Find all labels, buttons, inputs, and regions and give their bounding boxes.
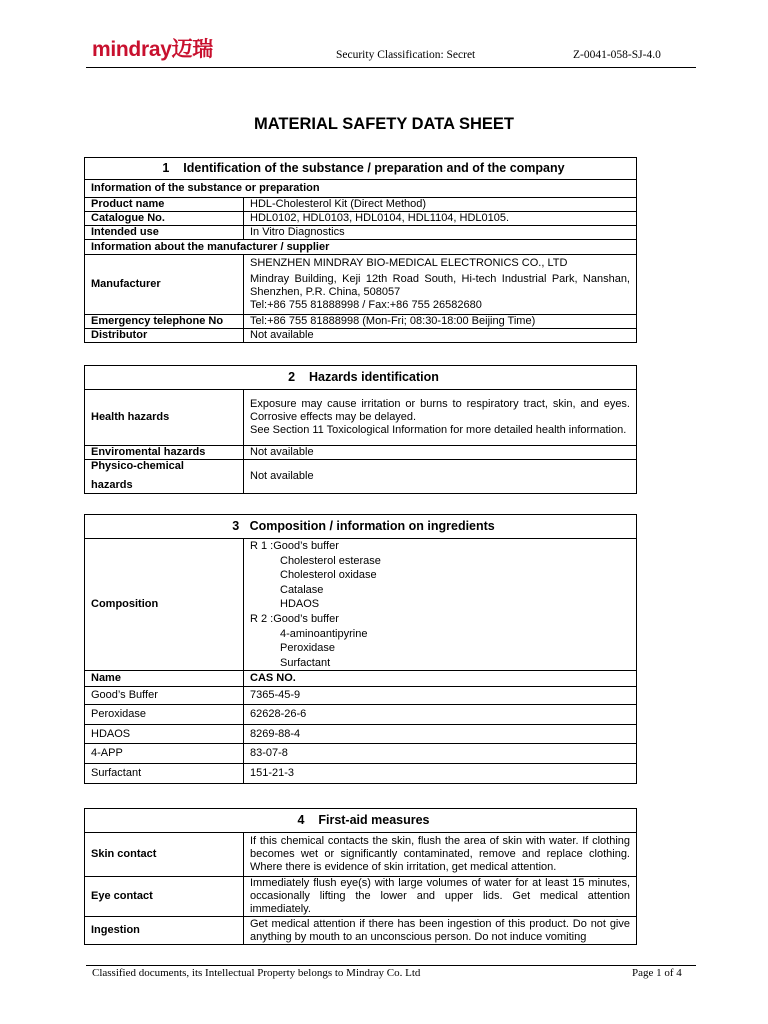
composition-line: Cholesterol oxidase — [280, 569, 377, 582]
product-name-label: Product name — [85, 198, 244, 212]
footer-divider — [86, 965, 696, 966]
composition-line: R 2 :Good’s buffer — [250, 612, 339, 625]
ingredient-name: 4-APP — [85, 744, 244, 764]
environmental-hazards-label: Enviromental hazards — [85, 446, 244, 460]
manufacturer-name: SHENZHEN MINDRAY BIO-MEDICAL ELECTRONICS CO., LTD — [250, 257, 568, 269]
ingredient-name: Good’s Buffer — [85, 687, 244, 705]
security-classification: Security Classification: Secret — [336, 49, 476, 61]
ingredient-name-header: Name — [85, 671, 244, 687]
composition-line: R 1 :Good’s buffer — [250, 540, 339, 552]
table-row — [85, 705, 637, 725]
physico-chemical-value: Not available — [244, 460, 637, 494]
table-row — [85, 744, 637, 764]
composition-value — [244, 539, 637, 671]
section-number: 2 — [288, 370, 296, 384]
catalogue-label: Catalogue No. — [85, 212, 244, 226]
page-title: MATERIAL SAFETY DATA SHEET — [253, 115, 515, 133]
composition-line: Catalase — [280, 583, 324, 596]
ingredient-cas: 83-07-8 — [244, 744, 637, 764]
subheading-substance-info: Information of the substance or preparation — [85, 180, 637, 198]
manufacturer-value — [244, 255, 637, 315]
manufacturer-label: Manufacturer — [85, 255, 244, 315]
composition-line: 4-aminoantipyrine — [280, 627, 368, 640]
physico-label-line-2: hazards — [91, 479, 133, 491]
eye-contact-value: Immediately flush eye(s) with large volumes of water for at least 15 minutes, occasionally lifting the lower and upper lids. Get medical attention immediately. — [244, 877, 637, 917]
ingredient-name: Peroxidase — [85, 705, 244, 725]
ingestion-label: Ingestion — [85, 917, 244, 945]
table-row — [85, 687, 637, 705]
footer-ip-notice: Classified documents, its Intellectual Property belongs to Mindray Co. Ltd — [92, 967, 421, 979]
document-number: Z-0041-058-SJ-4.0 — [573, 49, 661, 61]
composition-line: HDAOS — [280, 598, 320, 611]
ingredient-cas: 7365-45-9 — [244, 687, 637, 705]
health-hazards-label: Health hazards — [85, 390, 244, 446]
composition-label: Composition — [85, 539, 244, 671]
subheading-manufacturer-info: Information about the manufacturer / supplier — [85, 240, 637, 255]
intended-use-value: In Vitro Diagnostics — [244, 226, 637, 240]
physico-label-line-1: Physico-chemical — [91, 460, 184, 472]
ingredient-name: HDAOS — [85, 725, 244, 744]
section-title: Hazards identification — [308, 370, 439, 384]
page-header — [0, 0, 768, 70]
environmental-hazards-value: Not available — [244, 446, 637, 460]
composition-line: Surfactant — [280, 656, 331, 669]
table-row — [85, 764, 637, 784]
header-divider — [86, 67, 696, 68]
section-number: 3 — [232, 519, 240, 533]
skin-contact-label: Skin contact — [85, 833, 244, 877]
composition-line: Peroxidase — [280, 642, 336, 655]
skin-contact-value: If this chemical contacts the skin, flush the area of skin with water. If clothing becomes wet or significantly contaminated, remove and replace clothing. Where there is evidence of skin irritation, get medical attention. — [244, 833, 637, 877]
section-2-heading — [85, 366, 637, 390]
section-title: First-aid measures — [318, 813, 430, 827]
section-4-table — [84, 808, 637, 945]
distributor-value: Not available — [244, 329, 637, 343]
distributor-label: Distributor — [85, 329, 244, 343]
composition-line: Cholesterol esterase — [280, 554, 381, 567]
ingredient-cas: 62628-26-6 — [244, 705, 637, 725]
ingredient-cas: 8269-88-4 — [244, 725, 637, 744]
ingredient-cas: 151-21-3 — [244, 764, 637, 784]
health-hazards-text-2: See Section 11 Toxicological Information for more detailed health information. — [250, 424, 627, 436]
section-title: Identification of the substance / preparation and of the company — [183, 161, 565, 175]
catalogue-value: HDL0102, HDL0103, HDL0104, HDL1104, HDL0105. — [244, 212, 637, 226]
mindray-logo: mindray迈瑞 — [92, 38, 213, 61]
section-title: Composition / information on ingredients — [249, 519, 495, 533]
section-1-table — [84, 157, 637, 343]
manufacturer-contact: Tel:+86 755 81888998 / Fax:+86 755 26582680 — [250, 299, 482, 311]
physico-chemical-label — [85, 460, 244, 494]
eye-contact-label: Eye contact — [85, 877, 244, 917]
section-2-table — [84, 365, 637, 494]
page-number: Page 1 of 4 — [632, 967, 682, 979]
ingestion-value: Get medical attention if there has been ingestion of this product. Do not give anything by mouth to an unconscious person. Do not induce vomiting — [244, 917, 637, 945]
emergency-phone-label: Emergency telephone No — [85, 315, 244, 329]
manufacturer-address: Mindray Building, Keji 12th Road South, Hi-tech Industrial Park, Nanshan, Shenzhen, P.R. China, 508057 — [250, 273, 630, 298]
ingredient-name: Surfactant — [85, 764, 244, 784]
section-number: 1 — [162, 161, 170, 175]
section-1-heading — [85, 158, 637, 180]
section-4-heading — [85, 809, 637, 833]
section-3-heading — [85, 515, 637, 539]
emergency-phone-value: Tel:+86 755 81888998 (Mon-Fri; 08:30-18:00 Beijing Time) — [244, 315, 637, 329]
product-name-value: HDL-Cholesterol Kit (Direct Method) — [244, 198, 637, 212]
ingredient-cas-header: CAS NO. — [244, 671, 637, 687]
health-hazards-value — [244, 390, 637, 446]
section-3-table — [84, 514, 637, 784]
intended-use-label: Intended use — [85, 226, 244, 240]
table-row — [85, 725, 637, 744]
health-hazards-text-1: Exposure may cause irritation or burns to respiratory tract, skin, and eyes. Corrosive effects may be delayed. — [250, 398, 630, 423]
section-number: 4 — [297, 813, 305, 827]
